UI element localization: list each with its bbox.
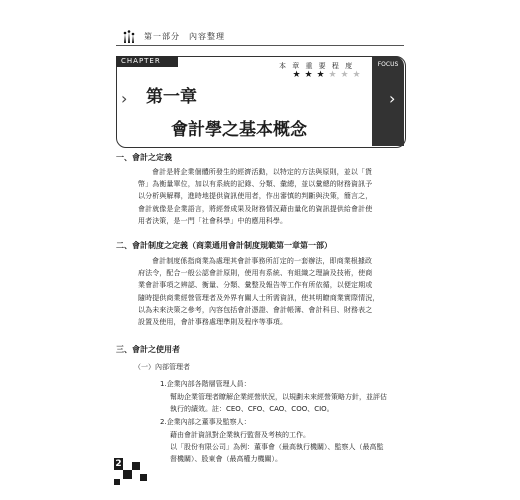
text-line: 幫助企業管理者瞭解企業經營狀況，以規劃未來經營策略方針，並評估 xyxy=(170,393,387,401)
subsection-heading: （一）內部管理者 xyxy=(134,363,190,371)
page-number: 2 xyxy=(115,459,122,469)
section-paragraph xyxy=(138,255,393,328)
focus-label: FOCUS xyxy=(377,61,399,68)
text-line: 隨時提供商業經營管理者及外界有關人士所需資訊，使其明瞭商業實際情況， xyxy=(138,293,380,302)
list-item-title: 2.企業內部之董事及監察人： xyxy=(160,418,251,426)
section-heading: 一、會計之定義 xyxy=(116,153,172,162)
section-paragraph xyxy=(138,166,393,227)
text-line: 以分析與解釋，進時地提供資訊使用者，作出審慎的判斷與決策，簡言之， xyxy=(138,192,373,201)
star-icon: ★ xyxy=(316,70,325,80)
decor-square xyxy=(140,474,147,481)
text-line: 設置及使用，會計事務處理準則及程序等事項。 xyxy=(138,318,288,327)
text-line: 會計就像是企業語言，將經營成果及財務情況藉由量化的資訊提供給會計使 xyxy=(138,204,373,213)
star-icon: ★ xyxy=(340,70,349,80)
list-item-title: 1.企業內部各階層管理人員： xyxy=(160,380,251,388)
list-item-body xyxy=(170,391,395,415)
star-icon: ★ xyxy=(292,70,301,80)
text-line: 督機關）、股東會（最高權力機關）。 xyxy=(170,455,282,464)
section-heading: 二、會計制度之定義（商業通用會計制度規範第一章第一部） xyxy=(116,241,332,250)
star-icon: ★ xyxy=(304,70,313,80)
text-line: 以為未來決策之參考，內容包括會計憑證、會計帳簿、會計科目、財務表之 xyxy=(138,305,373,314)
star-icon: ★ xyxy=(352,70,361,80)
chevron-right-icon: › xyxy=(121,89,128,108)
header-icon xyxy=(122,30,136,44)
decor-square xyxy=(132,462,140,470)
header-rule xyxy=(116,45,404,46)
text-line: 執行的績效。註：CEO、CFO、CAO、COO、CIO。 xyxy=(170,405,334,414)
running-header: 第一部分 內容整理 xyxy=(144,32,225,41)
importance-stars xyxy=(292,71,361,80)
importance-label: 本 章 重 要 程 度 xyxy=(279,62,355,70)
text-line: 府法令，配合一般公認會計原則，使用有系統、有組織之理論及技術，使商 xyxy=(138,269,373,278)
text-line: 會計是將企業個體所發生的經濟活動，以特定的方法與原則，並以「貨 xyxy=(152,168,373,176)
chapter-title: 會計學之基本概念 xyxy=(171,120,307,140)
text-line: 用者決策，是一門「社會科學」中的應用科學。 xyxy=(138,216,288,225)
star-icon: ★ xyxy=(328,70,337,80)
list-item-body xyxy=(170,429,395,466)
chevron-right-icon: › xyxy=(389,89,396,108)
chapter-number: 第一章 xyxy=(146,87,197,107)
chapter-tag: CHAPTER xyxy=(121,57,161,65)
decor-square xyxy=(123,470,132,479)
text-line: 業會計事項之辨認、衡量、分類、彙整及報告等工作有所依循，以便定期或 xyxy=(138,281,373,290)
text-line: 幣」為衡量單位，加以有系統的記錄、分類、彙總，並以彙總的財務資訊予 xyxy=(138,180,373,189)
text-line: 會計制度係指商業為處理其會計事務所訂定的一套辦法，即商業根據政 xyxy=(152,257,373,265)
decor-square xyxy=(114,479,120,485)
text-line: 以「股份有限公司」為例：董事會（最高執行機關）、監察人（最高監 xyxy=(170,443,384,452)
text-line: 藉由會計資訊對企業執行監督及考核的工作。 xyxy=(170,431,310,439)
focus-strip xyxy=(372,56,404,146)
section-heading: 三、會計之使用者 xyxy=(116,345,180,354)
